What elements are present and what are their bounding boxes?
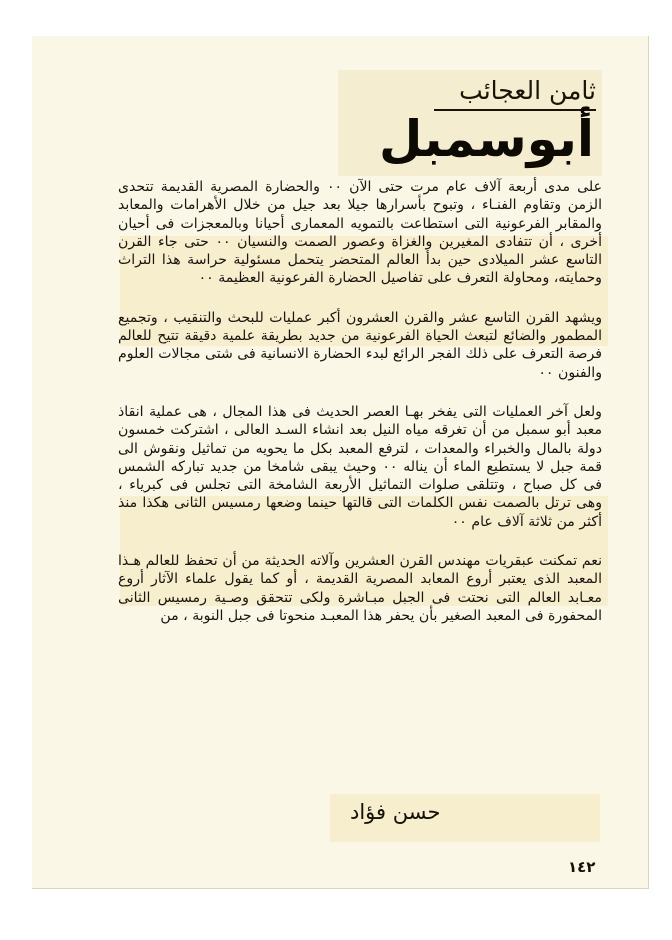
article-title: أبوسمبل	[379, 110, 594, 168]
article-paragraph: ولعل آخر العمليات التى يفخر بهـا العصر الحديث فى هذا المجال ، هى عملية انقاذ معبد أبو سمبل من أن تغرقه مياه النيل بعد انشاء السـد العالى ، اشتركت خمسون دولة بالمال والخبراء والمعدات ، لترفع المعبد بكل ما يحويه من تماثيل ونقوش الى قمة جبل لا يستطيع الماء أن يناله ٠٠ وحيث يبقى شامخا من جديد تباركه الشمس فى كل صباح ، وتتلقى صلوات التماثيل الأربعة الشامخة التى تجلس فى كبرياء ، وهى ترتل بالصمت نفس الكلمات التى قالتها حينما وضعها رمسيس الثانى هكذا منذ أكثر من ثلاثة آلاف عام ٠٠	[118, 403, 602, 530]
article-paragraph: نعم تمكنت عبقريات مهندس القرن العشرين وآلاته الحديثة من أن تحفظ للعالم هـذا المعبد الذى يعتبر أروع المعابد المصرية القديمة ، أو كما يقول علماء الآثار أروع معـابد العالم التى نحتت فى الجبل مبـاشرة ولكى تتحقق وصـية رمسيس الثانى المحفورة فى المعبد الصغير بأن يحفر هذا المعبـد منحوتا فى جبل النوبة ، من	[118, 553, 602, 624]
article-paragraph: على مدى أربعة آلاف عام مرت حتى الآن ٠٠ والحضارة المصرية القديمة تتحدى الزمن وتقاوم الفنـاء ، وتبوح بأسرارها جيلا بعد جيل من خلال الأهرامات والمعابد والمقابر الفرعونية التى استطاعت بالتمويه المعمارى أحيانا وبالمعجزات فى أحيان أخرى ، أن تتفادى المغيرين والغزاة وعصور الصمت والنسيان ٠٠ حتى جاء القرن التاسع عشر الميلادى حين بدأ العالم المتحضر يتحمل مسئولية حراسة هذا التراث وحمايته، ومحاولة التعرف على تفاصيل الحضارة الفرعونية العظيمة ٠٠	[118, 179, 602, 287]
series-title: ثامن العجائب	[459, 76, 596, 105]
article-body	[118, 178, 610, 646]
page-number: ١٤٢	[568, 858, 596, 876]
author-signature: حسن فؤاد	[350, 800, 441, 824]
article-paragraph: ويشهد القرن التاسع عشر والقرن العشرون أكبر عمليات للبحث والتنقيب ، وتجميع المطمور والضائع لتبعث الحياة الفرعونية من جديد بطريقة علمية دقيقة تتيح للعالم فرصة التعرف على ذلك الفجر الرائع لبدء الحضارة الانسانية فى شتى مجالات العلوم والفنون ٠٠	[118, 309, 602, 381]
